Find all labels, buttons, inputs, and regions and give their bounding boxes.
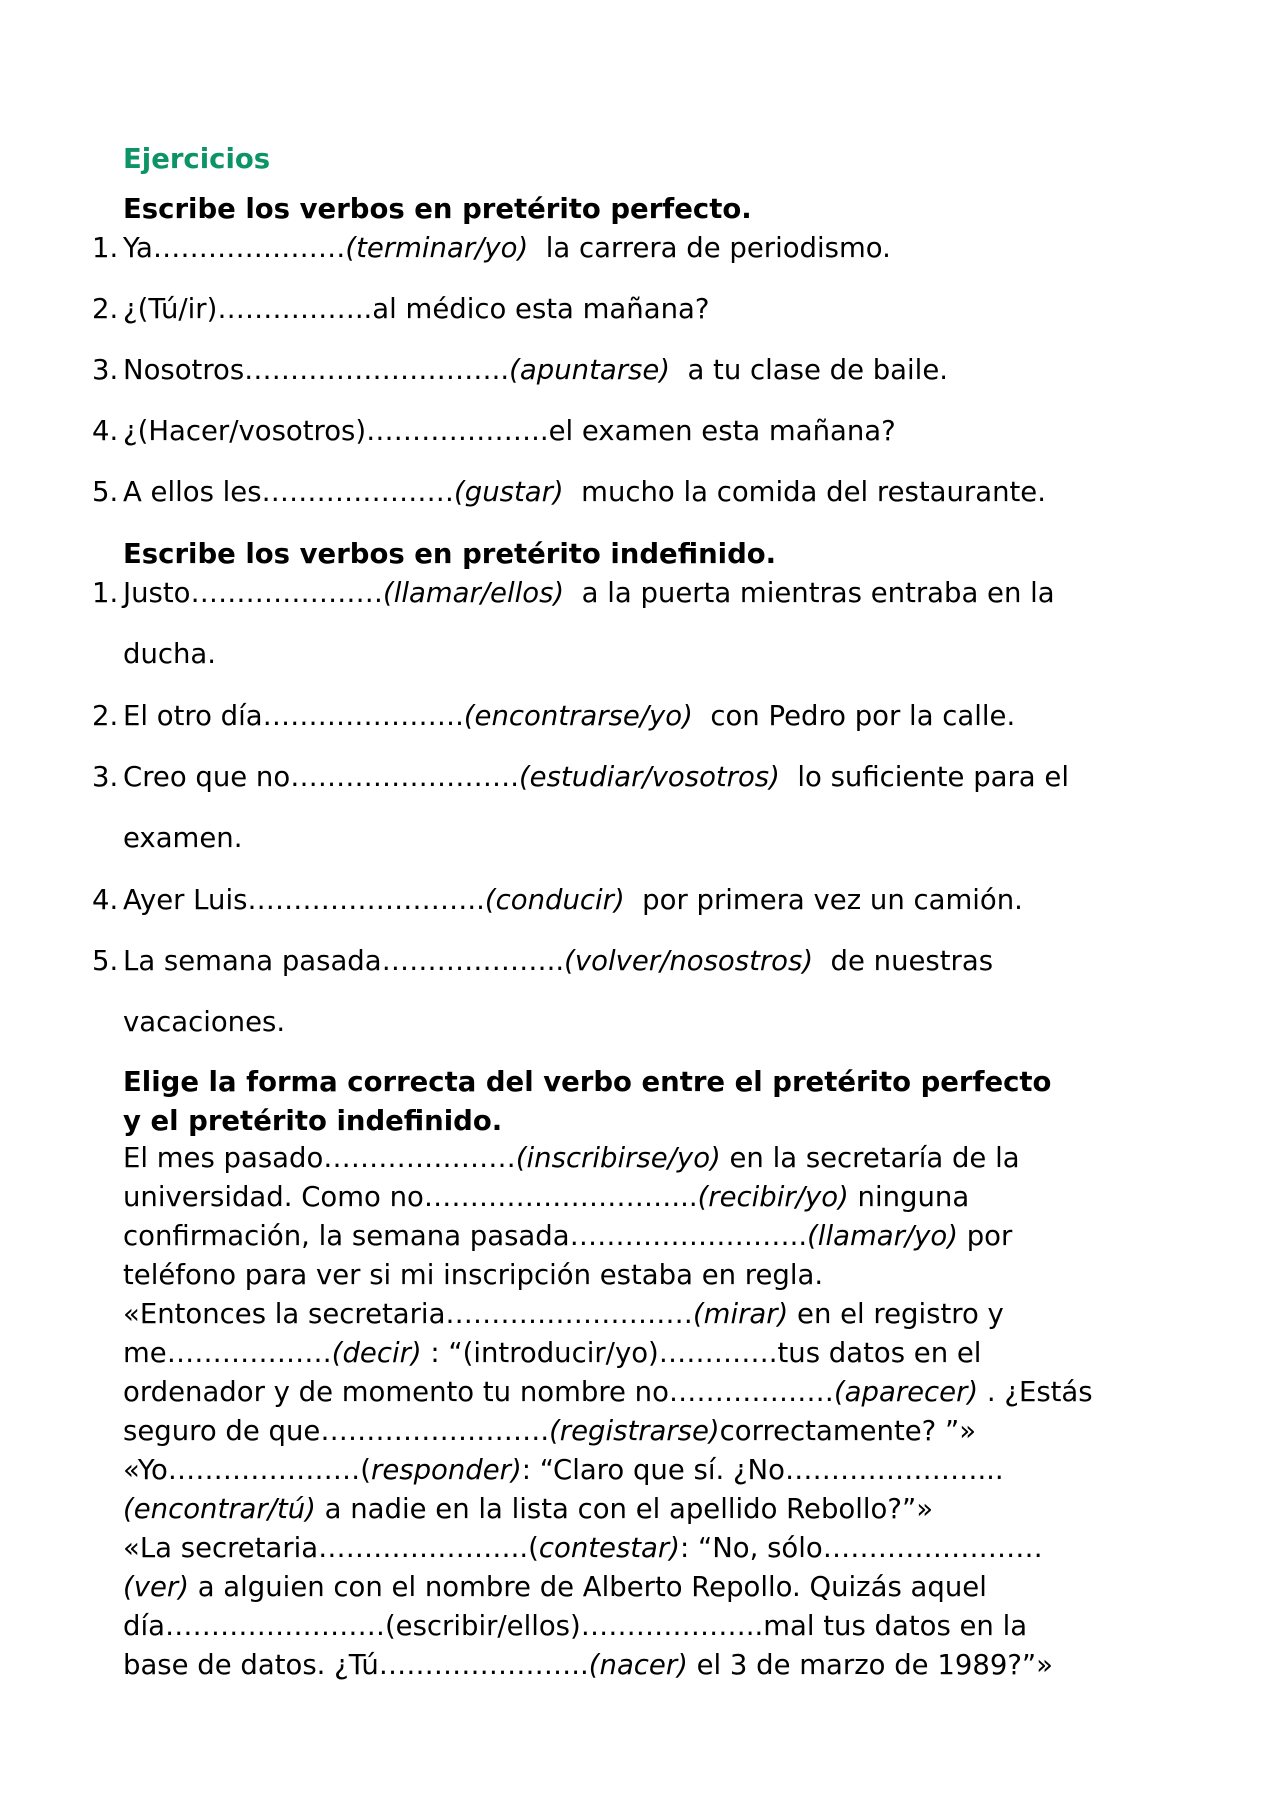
section2-item-number: 3. bbox=[92, 761, 119, 793]
section2-item-number: 5. bbox=[92, 945, 119, 977]
paragraph-line bbox=[123, 1181, 969, 1213]
section1-heading: Escribe los verbos en pretérito perfecto. bbox=[123, 193, 752, 225]
paragraph-line bbox=[123, 1610, 1027, 1642]
item-text: El otro día…………………. bbox=[123, 700, 464, 732]
item-text: la carrera de periodismo. bbox=[528, 232, 891, 264]
item-text: a tu clase de baile. bbox=[669, 354, 948, 386]
paragraph-line bbox=[123, 1649, 1053, 1681]
item-text: Creo que no……………………. bbox=[123, 761, 519, 793]
section2-item-continuation: ducha. bbox=[123, 638, 217, 670]
item-text: Ya………………… bbox=[123, 232, 346, 264]
verb-hint: (mirar) bbox=[692, 1298, 789, 1330]
paragraph-text: día……………………(escribir/ellos)………………..mal tus datos en la bbox=[123, 1610, 1028, 1642]
verb-hint: responder) bbox=[371, 1454, 522, 1486]
verb-hint: (aparecer) bbox=[833, 1376, 979, 1408]
item-text: por primera vez un camión. bbox=[624, 884, 1023, 916]
section1-item bbox=[123, 232, 891, 264]
verb-hint: (inscribirse/yo) bbox=[515, 1142, 721, 1174]
section1-item bbox=[123, 415, 896, 447]
section3-heading-line2: y el pretérito indefinido. bbox=[123, 1105, 503, 1137]
verb-hint: contestar) bbox=[538, 1532, 680, 1564]
section1-item-number: 2. bbox=[92, 293, 119, 325]
paragraph-line bbox=[123, 1415, 976, 1447]
paragraph-text: a nadie en la lista con el apellido Rebollo?”» bbox=[315, 1493, 934, 1525]
paragraph-text: ninguna bbox=[848, 1181, 970, 1213]
paragraph-text: . ¿Estás bbox=[978, 1376, 1093, 1408]
item-text: mucho la comida del restaurante. bbox=[563, 476, 1046, 508]
section2-item bbox=[123, 700, 1015, 732]
verb-hint: (volver/nosostros) bbox=[564, 945, 814, 977]
item-text: Nosotros……………………….. bbox=[123, 354, 510, 386]
verb-hint: (llamar/yo) bbox=[807, 1220, 958, 1252]
section2-item bbox=[123, 761, 1069, 793]
paragraph-text: me……………… bbox=[123, 1337, 332, 1369]
verb-hint: (conducir) bbox=[484, 884, 625, 916]
paragraph-text: por bbox=[957, 1220, 1013, 1252]
paragraph-line bbox=[123, 1142, 1020, 1174]
paragraph-line bbox=[123, 1571, 987, 1603]
section1-item bbox=[123, 476, 1046, 508]
section2-item-continuation: vacaciones. bbox=[123, 1006, 286, 1038]
paragraph-text: El mes pasado………………… bbox=[123, 1142, 516, 1174]
section1-item-number: 1. bbox=[92, 232, 119, 264]
section1-item bbox=[123, 293, 709, 325]
page-title: Ejercicios bbox=[123, 143, 271, 175]
paragraph-text: a alguien con el nombre de Alberto Repollo. Quizás aquel bbox=[188, 1571, 987, 1603]
item-text: A ellos les………………… bbox=[123, 476, 455, 508]
section2-item-number: 1. bbox=[92, 577, 119, 609]
paragraph-text: «Entonces la secretaria……………………… bbox=[123, 1298, 693, 1330]
item-text: ¿(Tú/ir)……………..al médico esta mañana? bbox=[123, 293, 710, 325]
verb-hint: (llamar/ellos) bbox=[382, 577, 565, 609]
paragraph-text: «La secretaria…………………..( bbox=[123, 1532, 539, 1564]
item-text: lo suficiente para el bbox=[779, 761, 1069, 793]
item-text: La semana pasada……………….. bbox=[123, 945, 565, 977]
section2-item-continuation: examen. bbox=[123, 822, 243, 854]
paragraph-line bbox=[123, 1337, 981, 1369]
section2-item bbox=[123, 884, 1023, 916]
paragraph-text: en la secretaría de la bbox=[720, 1142, 1020, 1174]
paragraph-line bbox=[123, 1376, 1093, 1408]
verb-hint: (recibir/yo) bbox=[697, 1181, 849, 1213]
paragraph-line bbox=[123, 1493, 933, 1525]
paragraph-line bbox=[123, 1532, 1043, 1564]
section2-heading: Escribe los verbos en pretérito indefinido. bbox=[123, 538, 777, 570]
verb-hint: (registrarse) bbox=[549, 1415, 720, 1447]
verb-hint: (nacer) bbox=[588, 1649, 688, 1681]
item-text: Ayer Luis…………………….. bbox=[123, 884, 485, 916]
section1-item-number: 4. bbox=[92, 415, 119, 447]
section2-item-number: 2. bbox=[92, 700, 119, 732]
paragraph-text: confirmación, la semana pasada…………………….. bbox=[123, 1220, 808, 1252]
section3-heading-line1: Elige la forma correcta del verbo entre el pretérito perfecto bbox=[123, 1066, 1052, 1098]
section2-item bbox=[123, 577, 1055, 609]
section1-item bbox=[123, 354, 948, 386]
paragraph-text: el 3 de marzo de 1989?”» bbox=[687, 1649, 1053, 1681]
paragraph-text: en el registro y bbox=[788, 1298, 1004, 1330]
paragraph-text: base de datos. ¿Tú………………….. bbox=[123, 1649, 589, 1681]
item-text: con Pedro por la calle. bbox=[692, 700, 1016, 732]
paragraph-text: ordenador y de momento tu nombre no……………… bbox=[123, 1376, 834, 1408]
verb-hint: (encontrar/tú) bbox=[123, 1493, 316, 1525]
verb-hint: (decir) bbox=[331, 1337, 422, 1369]
verb-hint: (estudiar/vosotros) bbox=[518, 761, 780, 793]
section1-item-number: 3. bbox=[92, 354, 119, 386]
verb-hint: (gustar) bbox=[454, 476, 564, 508]
paragraph-text: universidad. Como no………………………... bbox=[123, 1181, 698, 1213]
verb-hint: (apuntarse) bbox=[509, 354, 670, 386]
verb-hint: (terminar/yo) bbox=[345, 232, 529, 264]
paragraph-line bbox=[123, 1454, 1004, 1486]
paragraph-line bbox=[123, 1298, 1004, 1330]
paragraph-text: teléfono para ver si mi inscripción estaba en regla. bbox=[123, 1259, 824, 1291]
item-text: Justo………………… bbox=[123, 577, 383, 609]
section2-item-number: 4. bbox=[92, 884, 119, 916]
item-text: a la puerta mientras entraba en la bbox=[564, 577, 1055, 609]
paragraph-line bbox=[123, 1259, 823, 1291]
paragraph-text: «Yo…………………( bbox=[123, 1454, 372, 1486]
section1-item-number: 5. bbox=[92, 476, 119, 508]
paragraph-text: : “Claro que sí. ¿No…………………... bbox=[521, 1454, 1004, 1486]
item-text: ¿(Hacer/vosotros)………………..el examen esta mañana? bbox=[123, 415, 896, 447]
verb-hint: (encontrarse/yo) bbox=[463, 700, 693, 732]
paragraph-text: : “No, sólo…………………… bbox=[679, 1532, 1043, 1564]
paragraph-text: : “(introducir/yo)………….tus datos en el bbox=[421, 1337, 982, 1369]
paragraph-text: correctamente? ”» bbox=[719, 1415, 977, 1447]
section2-item bbox=[123, 945, 993, 977]
verb-hint: (ver) bbox=[123, 1571, 189, 1603]
paragraph-line bbox=[123, 1220, 1012, 1252]
item-text: de nuestras bbox=[813, 945, 994, 977]
paragraph-text: seguro de que……………………. bbox=[123, 1415, 550, 1447]
